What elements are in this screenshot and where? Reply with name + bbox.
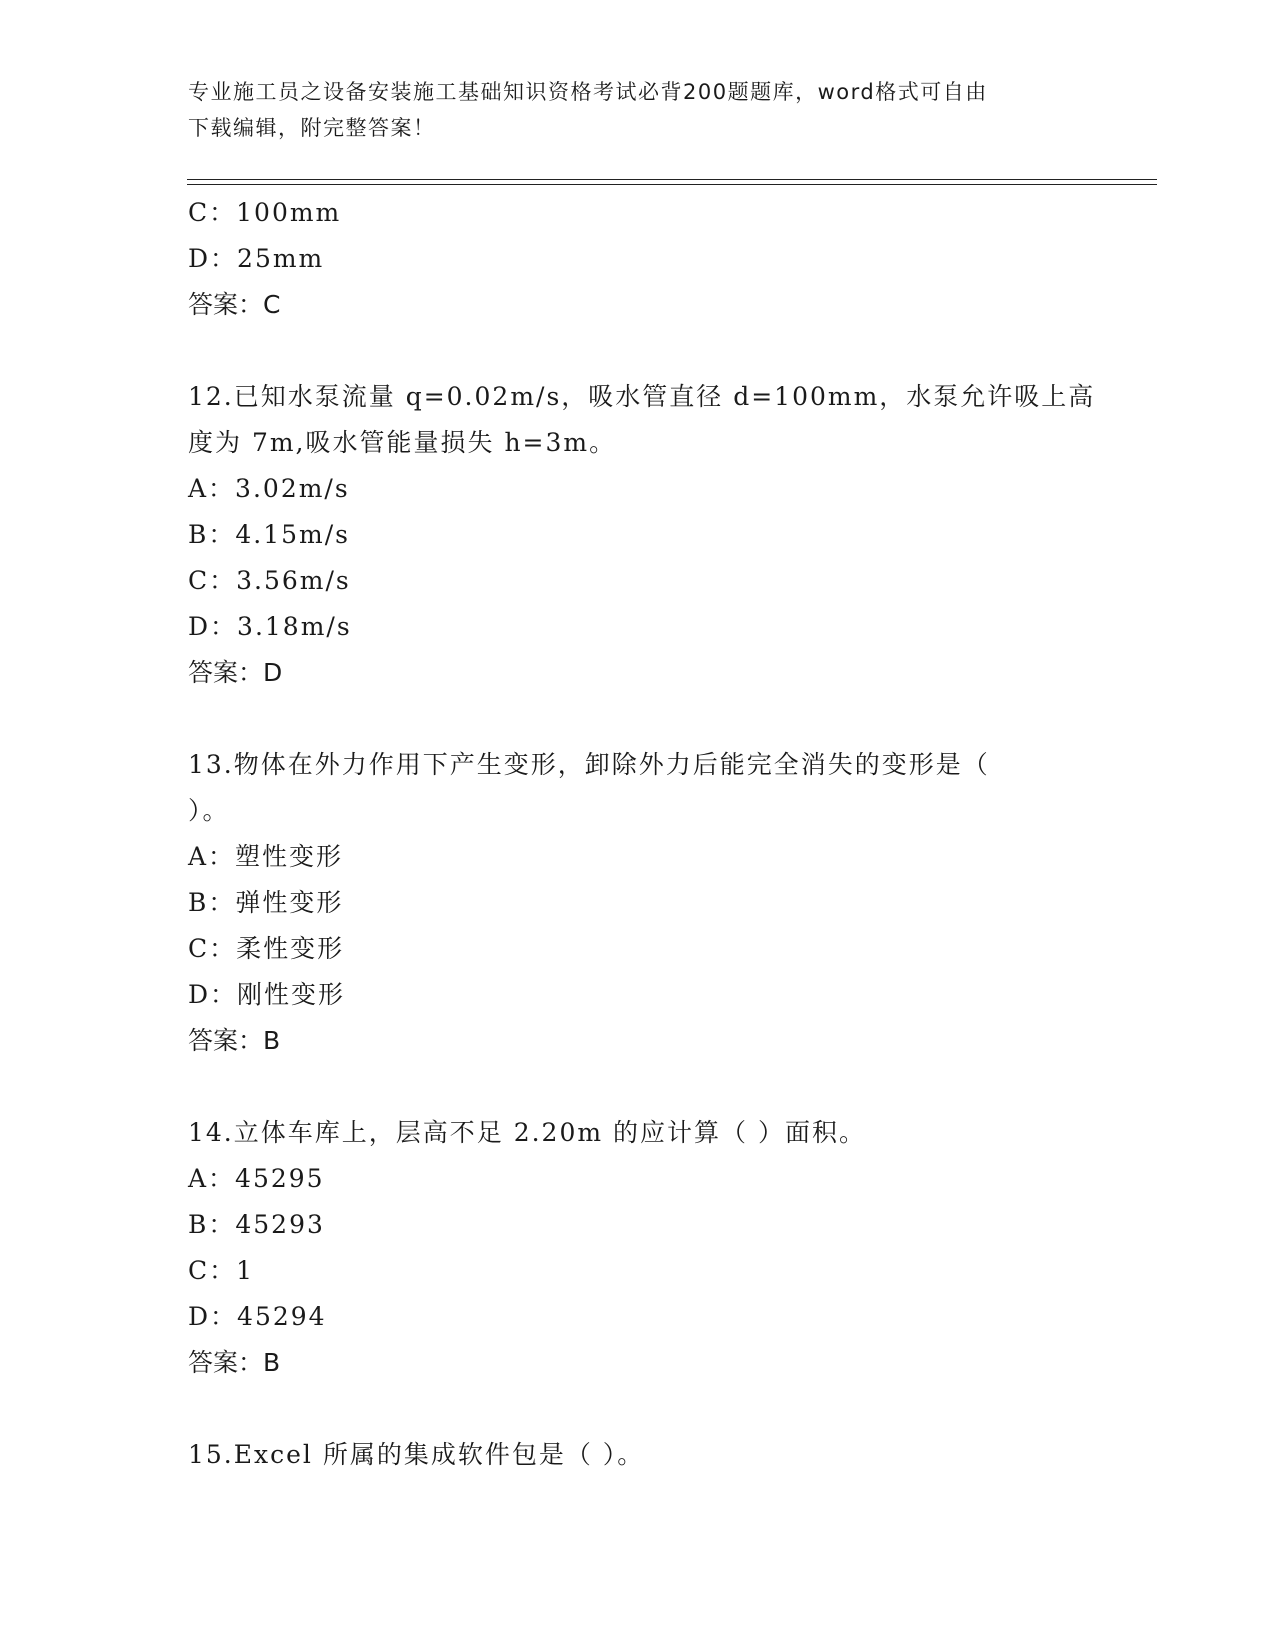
- question-text-line-1: 12.已知水泵流量 q=0.02m/s，吸水管直径 d=100mm，水泵允许吸上高: [188, 382, 1096, 411]
- option-d: D：刚性变形: [188, 980, 346, 1009]
- option-c: C：柔性变形: [188, 934, 345, 963]
- option-c: C：1: [188, 1256, 255, 1285]
- question-list: [188, 190, 1096, 1478]
- question-text-line-2: 度为 7m,吸水管能量损失 h=3m。: [188, 428, 617, 457]
- question-text-line-1: 14.立体车库上，层高不足 2.20m 的应计算（ ）面积。: [188, 1118, 866, 1147]
- option-b: B：45293: [188, 1210, 325, 1239]
- option-d: D：45294: [188, 1302, 327, 1331]
- option-b: B：4.15m/s: [188, 520, 350, 549]
- spacer: [188, 696, 1088, 742]
- question-text-line-2: ）。: [188, 796, 230, 825]
- question-text-line-1: 15.Excel 所属的集成软件包是（ ）。: [188, 1440, 645, 1469]
- question-14: [188, 1110, 1088, 1386]
- answer: 答案：B: [188, 1348, 281, 1377]
- option-a: A：45295: [188, 1164, 325, 1193]
- question-12: [188, 374, 1096, 696]
- option-c: C：100mm: [188, 198, 342, 227]
- header-title-line-1: 专业施工员之设备安装施工基础知识资格考试必背200题题库，word格式可自由: [188, 80, 988, 104]
- document-header: [188, 74, 1068, 146]
- option-d: D：25mm: [188, 244, 325, 273]
- question-15: [188, 1432, 1088, 1478]
- question-13: [188, 742, 1088, 1064]
- answer: 答案：D: [188, 658, 283, 687]
- option-d: D：3.18m/s: [188, 612, 352, 641]
- header-divider-top: [187, 179, 1157, 180]
- question-11: [188, 190, 1088, 328]
- header-title-line-2: 下载编辑，附完整答案！: [188, 116, 436, 140]
- option-a: A：塑性变形: [188, 842, 344, 871]
- answer: 答案：B: [188, 1026, 281, 1055]
- option-a: A：3.02m/s: [188, 474, 350, 503]
- spacer: [188, 1064, 1088, 1110]
- spacer: [188, 1386, 1088, 1432]
- spacer: [188, 328, 1088, 374]
- question-text-line-1: 13.物体在外力作用下产生变形，卸除外力后能完全消失的变形是（: [188, 750, 990, 779]
- option-b: B：弹性变形: [188, 888, 344, 917]
- option-c: C：3.56m/s: [188, 566, 351, 595]
- answer: 答案：C: [188, 290, 281, 319]
- header-divider-bottom: [187, 184, 1157, 185]
